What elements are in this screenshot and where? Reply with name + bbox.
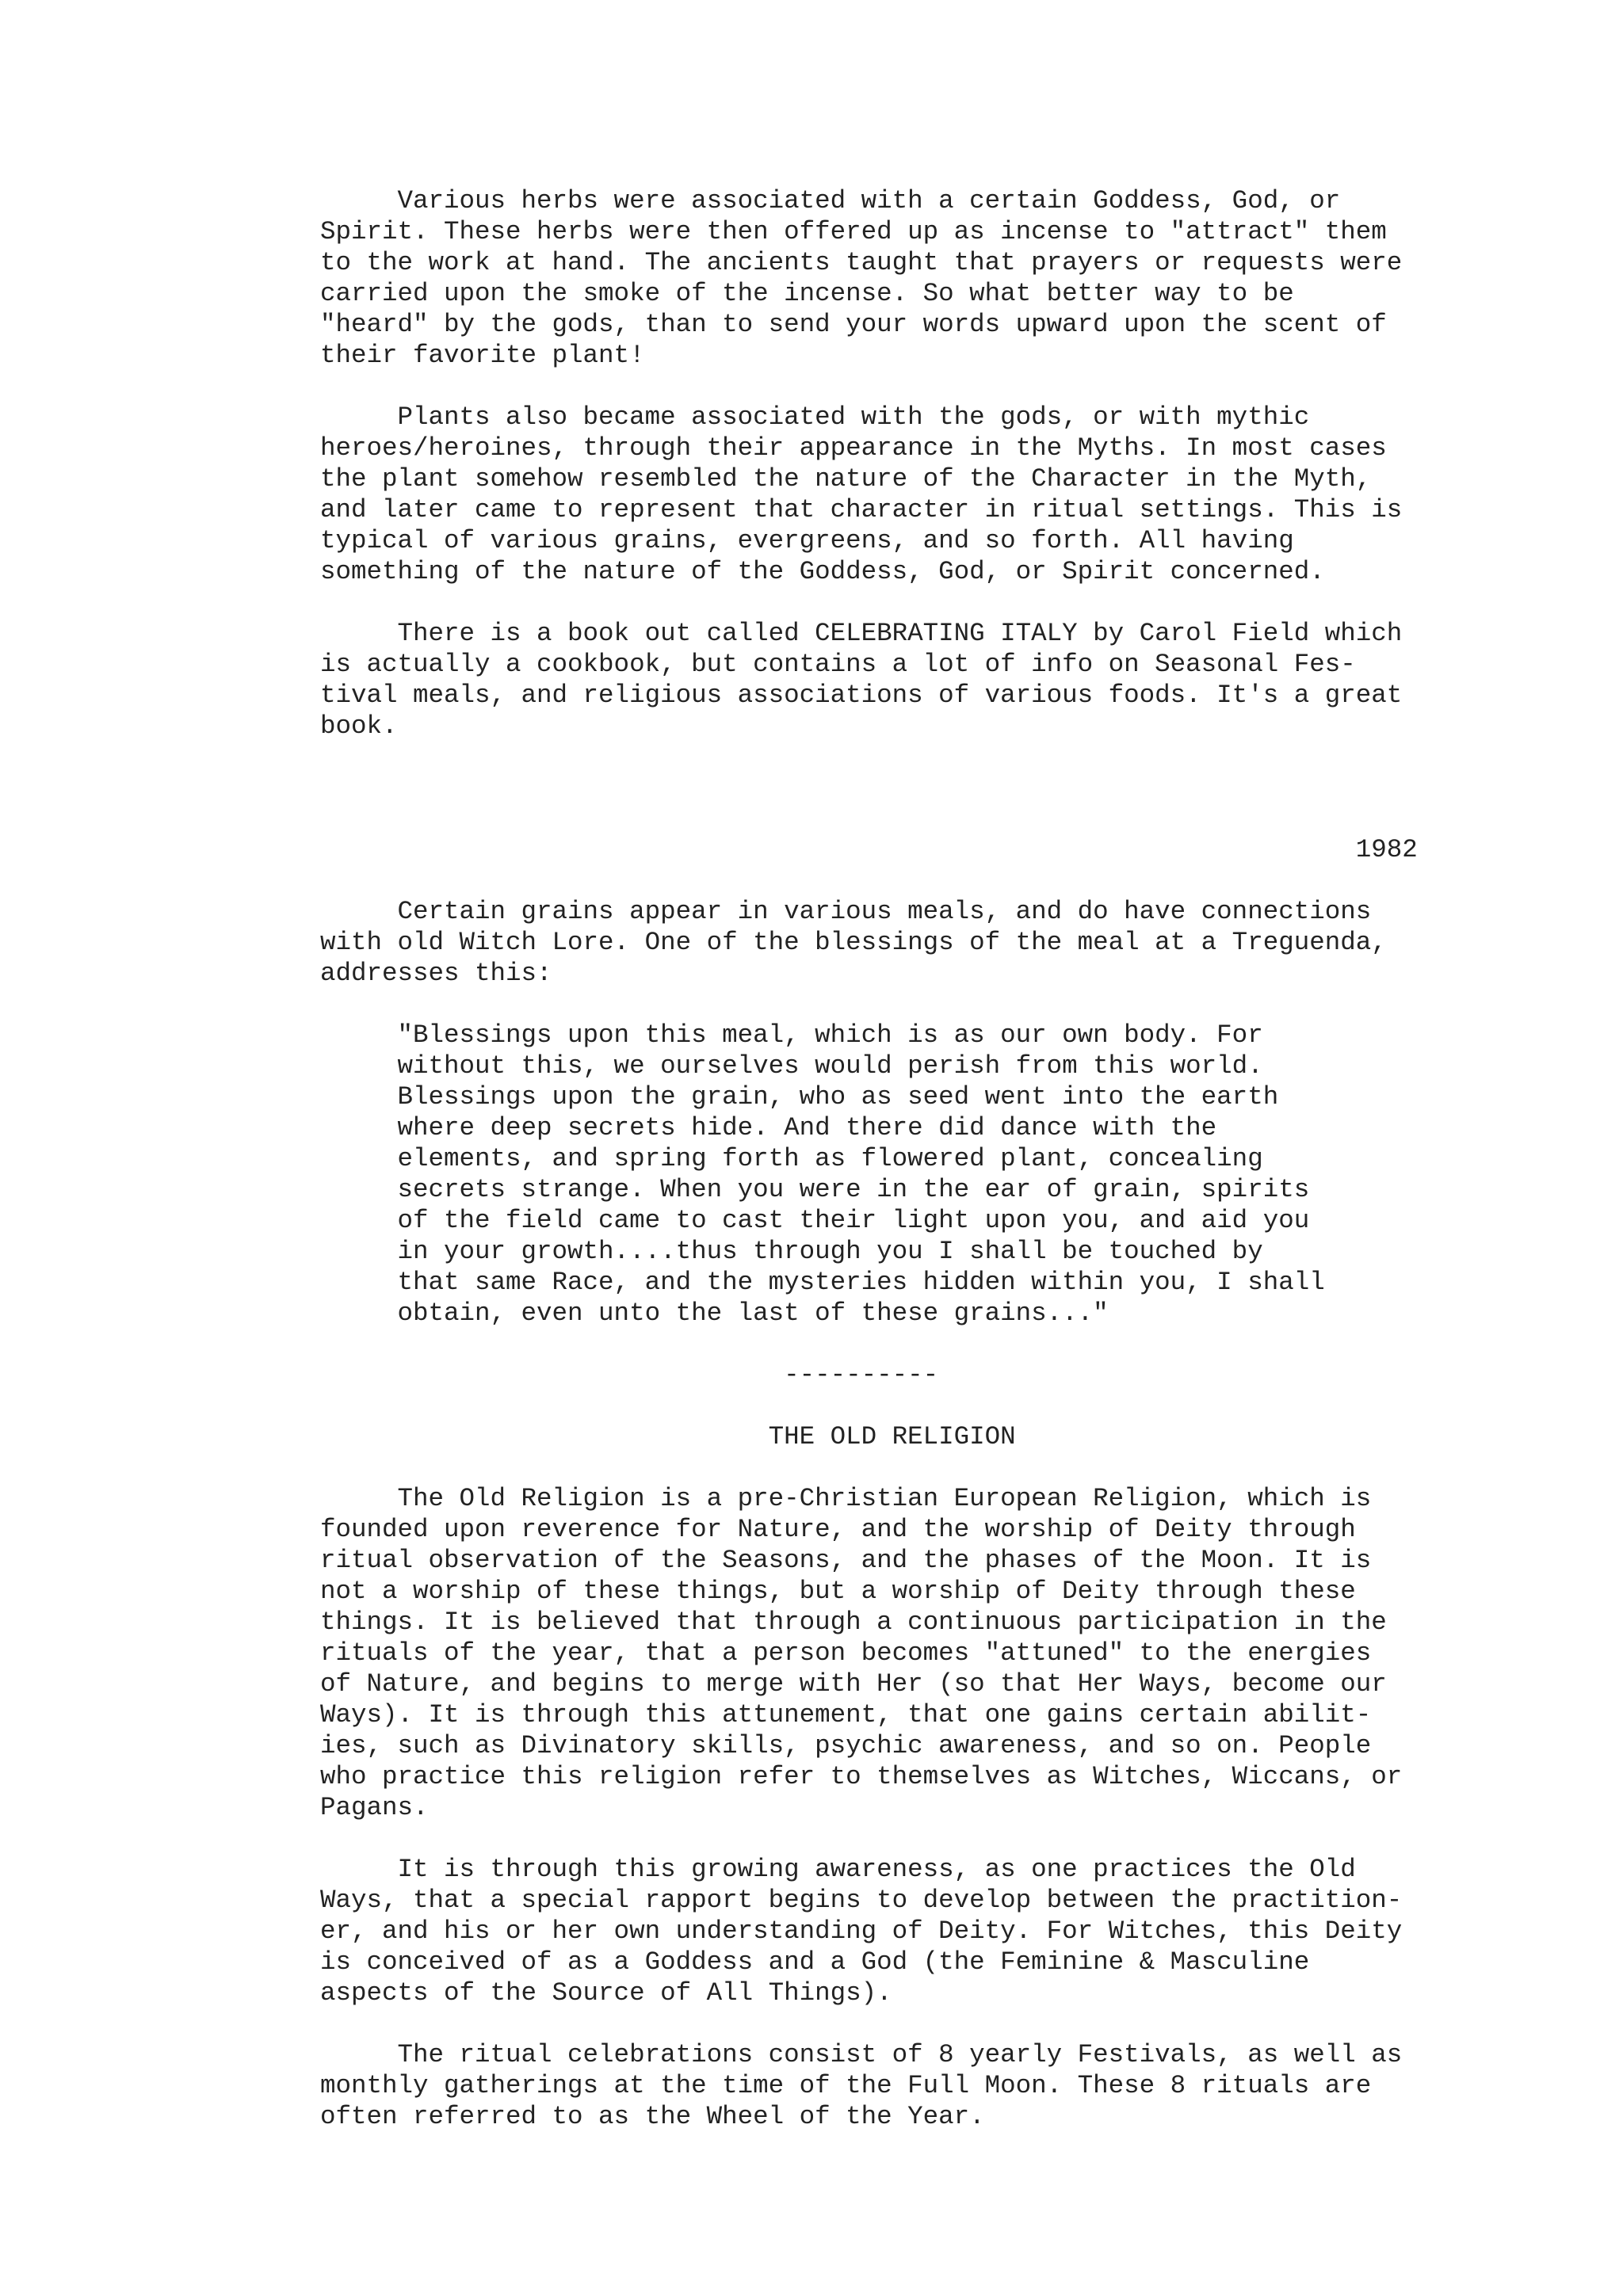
text-line: of Nature, and begins to merge with Her (so that Her Ways, become our (320, 1669, 1387, 1699)
text-line: not a worship of these things, but a worship of Deity through these (320, 1577, 1356, 1606)
text-line (320, 1823, 1477, 1854)
blessing-quote-line: that same Race, and the mysteries hidden within you, I shall (320, 1268, 1325, 1297)
text-line: ritual observation of the Seasons, and the phases of the Moon. It is (320, 1546, 1372, 1575)
section-divider: ---------- (320, 1360, 939, 1390)
text-line (320, 2008, 1477, 2039)
blessing-quote-line: where deep secrets hide. And there did dance with the (320, 1113, 1217, 1142)
text-line: the plant somehow resembled the nature of the Character in the Myth, (320, 464, 1372, 494)
blank-line (320, 1329, 1477, 1360)
text-line: Spirit. These herbs were then offered up as incense to "attract" them (320, 217, 1387, 246)
text-line: There is a book out called CELEBRATING ITALY by Carol Field which (320, 619, 1403, 648)
text-line: to the work at hand. The ancients taught that prayers or requests were (320, 248, 1403, 277)
text-line: rituals of the year, that a person becomes "attuned" to the energies (320, 1638, 1372, 1668)
text-line: book. (320, 711, 398, 741)
blank-line: The ritual celebrations consist of 8 yearly Festivals, as well as (320, 2040, 1403, 2069)
text-line: Plants also became associated with the gods, or with mythic (320, 402, 1310, 432)
text-line: Ways). It is through this attunement, that one gains certain abilit- (320, 1700, 1372, 1730)
text-line: typical of various grains, evergreens, and so forth. All having (320, 526, 1294, 555)
text-line: Pagans. (320, 1793, 429, 1822)
blessing-quote-line: secrets strange. When you were in the ear of grain, spirits (320, 1175, 1310, 1204)
blank-line (320, 1452, 1477, 1483)
blessing-quote-line: without this, we ourselves would perish from this world. (320, 1051, 1263, 1081)
blessing-quote-line: elements, and spring forth as flowered plant, concealing (320, 1144, 1263, 1173)
text-line: is actually a cookbook, but contains a lot of info on Seasonal Fes- (320, 650, 1356, 679)
blank-line (320, 989, 1477, 1020)
blank-line (320, 371, 1477, 402)
blank-line (320, 742, 1477, 772)
text-line: is conceived of as a Goddess and a God (the Feminine & Masculine (320, 1947, 1310, 1977)
text-line: their favorite plant! (320, 341, 645, 370)
blessing-quote-line: obtain, even unto the last of these grains..." (320, 1299, 1109, 1328)
text-body (320, 185, 1477, 2163)
text-line: founded upon reverence for Nature, and the worship of Deity through (320, 1515, 1356, 1544)
text-line: Certain grains appear in various meals, and do have connections (320, 897, 1372, 926)
text-line: ies, such as Divinatory skills, psychic awareness, and so on. People (320, 1731, 1372, 1760)
blessing-quote-line: in your growth....thus through you I shall be touched by (320, 1237, 1263, 1266)
text-line: monthly gatherings at the time of the Full Moon. These 8 rituals are (320, 2071, 1372, 2100)
text-line: carried upon the smoke of the incense. So what better way to be (320, 279, 1294, 308)
text-line: Ways, that a special rapport begins to develop between the practition- (320, 1886, 1403, 1915)
text-line: with old Witch Lore. One of the blessings of the meal at a Treguenda, (320, 928, 1387, 957)
blessing-quote-line: of the field came to cast their light upon you, and aid you (320, 1206, 1310, 1235)
text-line: addresses this: (320, 959, 552, 988)
blessing-quote-line: Blessings upon the grain, who as seed went into the earth (320, 1082, 1279, 1112)
blank-line (320, 1390, 1477, 1421)
blank-line: It is through this growing awareness, as one practices the Old (320, 1855, 1356, 1884)
text-line: and later came to represent that character in ritual settings. This is (320, 495, 1403, 524)
text-line: heroes/heroines, through their appearance in the Myths. In most cases (320, 433, 1387, 463)
text-line (320, 2132, 1477, 2163)
text-line: The Old Religion is a pre-Christian European Religion, which is (320, 1484, 1372, 1513)
text-line: often referred to as the Wheel of the Year. (320, 2102, 985, 2131)
text-line: Various herbs were associated with a certain Goddess, God, or (320, 186, 1341, 215)
year-marker: 1982 (320, 835, 1418, 864)
blank-line (320, 865, 1477, 896)
blank-line (320, 587, 1477, 618)
text-line: aspects of the Source of All Things). (320, 1978, 892, 2008)
blank-line (320, 772, 1477, 803)
section-heading: THE OLD RELIGION (320, 1422, 1016, 1451)
blank-line (320, 803, 1477, 834)
text-line: things. It is believed that through a continuous participation in the (320, 1608, 1387, 1637)
text-line: who practice this religion refer to themselves as Witches, Wiccans, or (320, 1762, 1403, 1791)
text-line: "heard" by the gods, than to send your words upward upon the scent of (320, 310, 1387, 339)
text-line: tival meals, and religious associations of various foods. It's a great (320, 681, 1403, 710)
text-line: something of the nature of the Goddess, God, or Spirit concerned. (320, 557, 1325, 586)
blessing-quote-line: "Blessings upon this meal, which is as our own body. For (320, 1020, 1263, 1050)
text-line: er, and his or her own understanding of Deity. For Witches, this Deity (320, 1917, 1403, 1946)
